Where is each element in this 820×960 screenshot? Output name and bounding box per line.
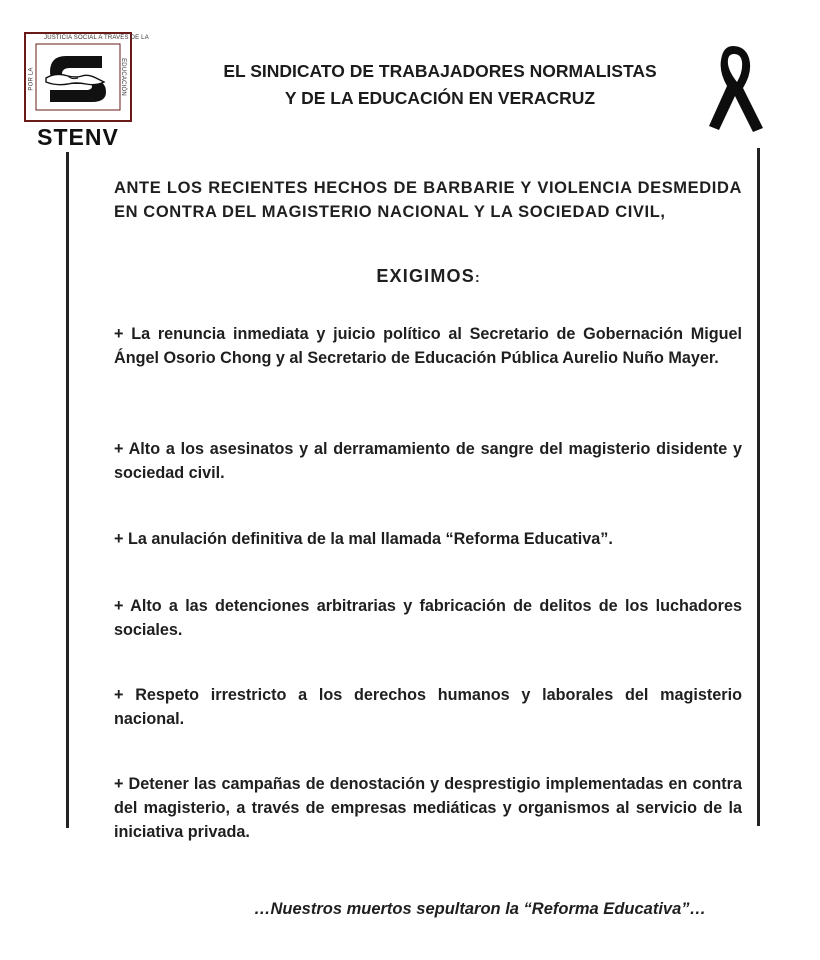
handshake-emblem-icon [26,34,130,120]
demand-item-5: + Respeto irrestricto a los derechos humanos y laborales del magisterio nacional. [114,686,742,728]
demands-heading-colon: : [474,269,480,285]
title-line-2: Y DE LA EDUCACIÓN EN VERACRUZ [284,88,596,108]
title-line-1: EL SINDICATO DE TRABAJADORES NORMALISTAS [223,61,657,81]
logo-motto-left: POR LA [28,67,35,91]
left-border-rule [66,152,69,828]
logo-name: STENV [37,124,119,150]
stenv-logo [22,30,149,150]
right-border-rule [757,148,760,826]
page-title [160,58,720,112]
demands-heading-text: EXIGIMOS [376,266,475,286]
demand-item-2: + Alto a los asesinatos y al derramamiento de sangre del magisterio disidente y sociedad civil. [114,440,742,482]
demand-item-4: + Alto a las detenciones arbitrarias y fabricación de delitos de los luchadores sociales. [114,597,742,639]
demands-heading [114,266,742,287]
demand-item-3: + La anulación definitiva de la mal llamada “Reforma Educativa”. [114,530,613,548]
footer-quote: …Nuestros muertos sepultaron la “Reforma Educativa”… [253,900,707,918]
logo-emblem [24,32,149,122]
logo-motto-right: EDUCACIÓN [119,58,126,96]
logo-motto-top: JUSTICIA SOCIAL A TRAVÉS DE LA [44,35,149,41]
demand-item-6: + Detener las campañas de denostación y desprestigio implementadas en contra del magisterio, a través de empresas mediáticas y organismos al servicio de la iniciativa privada. [114,775,742,841]
mourning-ribbon-icon [703,42,769,134]
demand-item-1: + La renuncia inmediata y juicio político al Secretario de Gobernación Miguel Ángel Osorio Chong y al Secretario de Educación Pública Aurelio Nuño Mayer. [114,325,742,367]
intro-paragraph: ANTE LOS RECIENTES HECHOS DE BARBARIE Y VIOLENCIA DESMEDIDA EN CONTRA DEL MAGISTERIO NACIONAL Y LA SOCIEDAD CIVIL, [114,179,742,221]
